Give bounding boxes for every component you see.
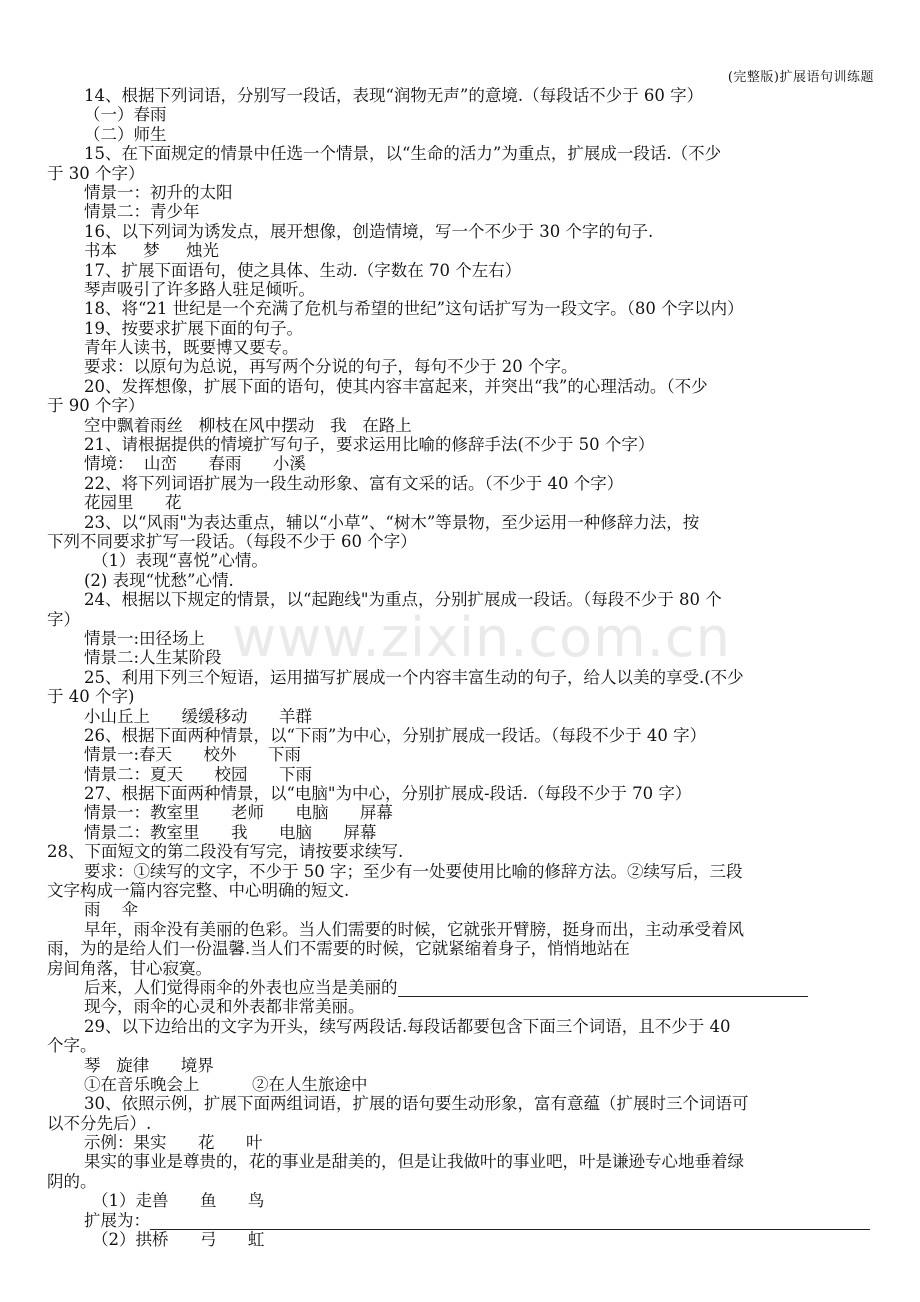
- q28-para-3: 现今，雨伞的心灵和外表都非常美丽。: [84, 997, 365, 1017]
- question-29: 29、以下边给出的文字为开头，续写两段话.每段话都要包含下面三个词语，且不少于 40: [84, 1016, 731, 1036]
- q28-para-2-text: 后来，人们觉得雨伞的外表也应当是美丽的: [84, 977, 398, 997]
- question-29-cont: 个字。: [47, 1036, 97, 1056]
- question-20: 20、发挥想像，扩展下面的语句，使其内容丰富起来，并突出“我”的心理活动。（不少: [84, 376, 708, 396]
- question-30-cont: 以不分先后）.: [47, 1113, 152, 1133]
- q30-item-1: （1）走兽 鱼 鸟: [92, 1191, 265, 1211]
- q28-para-2: [47, 978, 879, 997]
- q15-scene-1: 情景一：初升的太阳: [84, 182, 233, 202]
- q14-item-2: （二）师生: [84, 124, 167, 144]
- document-body: [47, 86, 879, 1249]
- q15-scene-2: 情景二：青少年: [84, 202, 200, 222]
- question-25-cont: 于 40 个字): [47, 687, 135, 707]
- q21-context: 情境： 山峦 春雨 小溪: [84, 454, 306, 474]
- question-19: 19、按要求扩展下面的句子。: [84, 318, 303, 338]
- q17-sentence: 琴声吸引了许多路人驻足倾听。: [84, 279, 315, 299]
- q26-scene-1: 情景一:春天 校外 下雨: [84, 745, 301, 765]
- question-16: 16、以下列词为诱发点，展开想像，创造情境，写一个不少于 30 个字的句子.: [84, 221, 654, 241]
- question-24: 24、根据以下规定的情景，以“起跑线"为重点，分别扩展成一段话。（每段不少于 80 个: [84, 590, 722, 610]
- q29-words: 琴 旋律 境界: [84, 1055, 214, 1075]
- q20-words: 空中飘着雨丝 柳枝在风中摆动 我 在路上: [84, 415, 412, 435]
- q28-answer-blank[interactable]: [398, 980, 808, 997]
- q28-requirement: 要求：①续写的文字，不少于 50 字；至少有一处要使用比喻的修辞方法。②续写后，三段: [84, 861, 743, 881]
- watermark: www.zixin.com.cn: [232, 606, 731, 669]
- q24-scene-1: 情景一:田径场上: [84, 628, 206, 648]
- q30-example-words: 示例：果实 花 叶: [84, 1133, 263, 1153]
- q14-item-1: （一）春雨: [84, 105, 167, 125]
- q22-words: 花园里 花: [84, 493, 182, 513]
- question-22: 22、将下列词语扩展为一段生动形象、富有文采的话。（不少于 40 个字）: [84, 473, 624, 493]
- q28-essay-title: 雨 伞: [84, 900, 138, 920]
- question-21: 21、请根据提供的情境扩写句子，要求运用比喻的修辞手法(不少于 50 个字）: [84, 435, 655, 455]
- q23-item-1: （1）表现“喜悦”心情。: [92, 551, 268, 571]
- question-17: 17、扩展下面语句，使之具体、生动.（字数在 70 个左右）: [84, 260, 522, 280]
- question-23-cont: 下列不同要求扩写一段话。（每段不少于 60 个字）: [47, 531, 417, 551]
- q28-para-1-cont: 雨，为的是给人们一份温馨.当人们不需要的时候，它就紧缩着身子，悄悄地站在: [47, 939, 630, 959]
- q30-answer-blank[interactable]: [150, 1213, 870, 1230]
- q26-scene-2: 情景二：夏天 校园 下雨: [84, 764, 312, 784]
- question-18: 18、将“21 世纪是一个充满了危机与希望的世纪”这句话扩写为一段文字。（80 个字以内）: [84, 299, 744, 319]
- q27-scene-2: 情景二：教室里 我 电脑 屏幕: [84, 822, 377, 842]
- q30-item-2: （2）拱桥 弓 虹: [92, 1230, 265, 1250]
- q19-sentence: 青年人读书，既要博又要专。: [84, 338, 299, 358]
- question-23: 23、以“风雨"为表达重点，辅以“小草”、“树木”等景物，至少运用一种修辞力法，按: [84, 512, 700, 532]
- q29-openings: ①在音乐晚会上 ②在人生旅途中: [84, 1074, 368, 1094]
- q16-words: 书本 梦 烛光: [84, 241, 219, 261]
- q30-expand-label: 扩展为：: [84, 1210, 150, 1230]
- q24-scene-2: 情景二:人生某阶段: [84, 648, 222, 668]
- question-15: 15、在下面规定的情景中任选一个情景，以“生命的活力”为重点，扩展成一段话.（不少: [84, 144, 722, 164]
- q28-requirement-cont: 文字构成一篇内容完整、中心明确的短文.: [47, 881, 350, 901]
- q23-item-2: (2) 表现“忧愁”心情.: [84, 570, 234, 590]
- q30-example-text: 果实的事业是尊贵的，花的事业是甜美的，但是让我做叶的事业吧，叶是谦逊专心地垂着绿: [84, 1152, 744, 1172]
- q28-para-1-end: 房间角落，甘心寂寞。: [47, 958, 212, 978]
- q25-phrases: 小山丘上 缓缓移动 羊群: [84, 706, 312, 726]
- question-24-cont: 字）: [47, 609, 80, 629]
- q19-requirement: 要求：以原句为总说，再写两个分说的句子，每句不少于 20 个字。: [84, 357, 578, 377]
- question-25: 25、利用下列三个短语，运用描写扩展成一个内容丰富生动的句子，给人以美的享受.(不少: [84, 667, 744, 687]
- question-14: 14、根据下列词语，分别写一段话，表现“润物无声”的意境.（每段话不少于 60 字）: [84, 86, 704, 105]
- q30-example-text-cont: 阴的。: [47, 1171, 97, 1191]
- q30-expand-line: [47, 1211, 879, 1230]
- q27-scene-1: 情景一：教室里 老师 电脑 屏幕: [84, 803, 393, 823]
- question-28: 28、下面短文的第二段没有写完，请按要求续写.: [47, 842, 404, 862]
- question-15-cont: 于 30 个字）: [47, 163, 145, 183]
- question-26: 26、根据下面两种情景，以“下雨”为中心，分别扩展成一段话。（每段不少于 40 字）: [84, 725, 707, 745]
- question-27: 27、根据下面两种情景，以“电脑"为中心，分别扩展成-段话.（每段不少于 70 字）: [84, 784, 692, 804]
- q28-para-1: 早年，雨伞没有美丽的色彩。当人们需要的时候，它就张开臂膀，挺身而出，主动承受着风: [84, 919, 744, 939]
- question-30: 30、依照示例，扩展下面两组词语，扩展的语句要生动形象，富有意蕴（扩展时三个词语可: [84, 1094, 749, 1114]
- document-header: (完整版)扩展语句训练题: [727, 70, 874, 85]
- question-20-cont: 于 90 个字）: [47, 396, 145, 416]
